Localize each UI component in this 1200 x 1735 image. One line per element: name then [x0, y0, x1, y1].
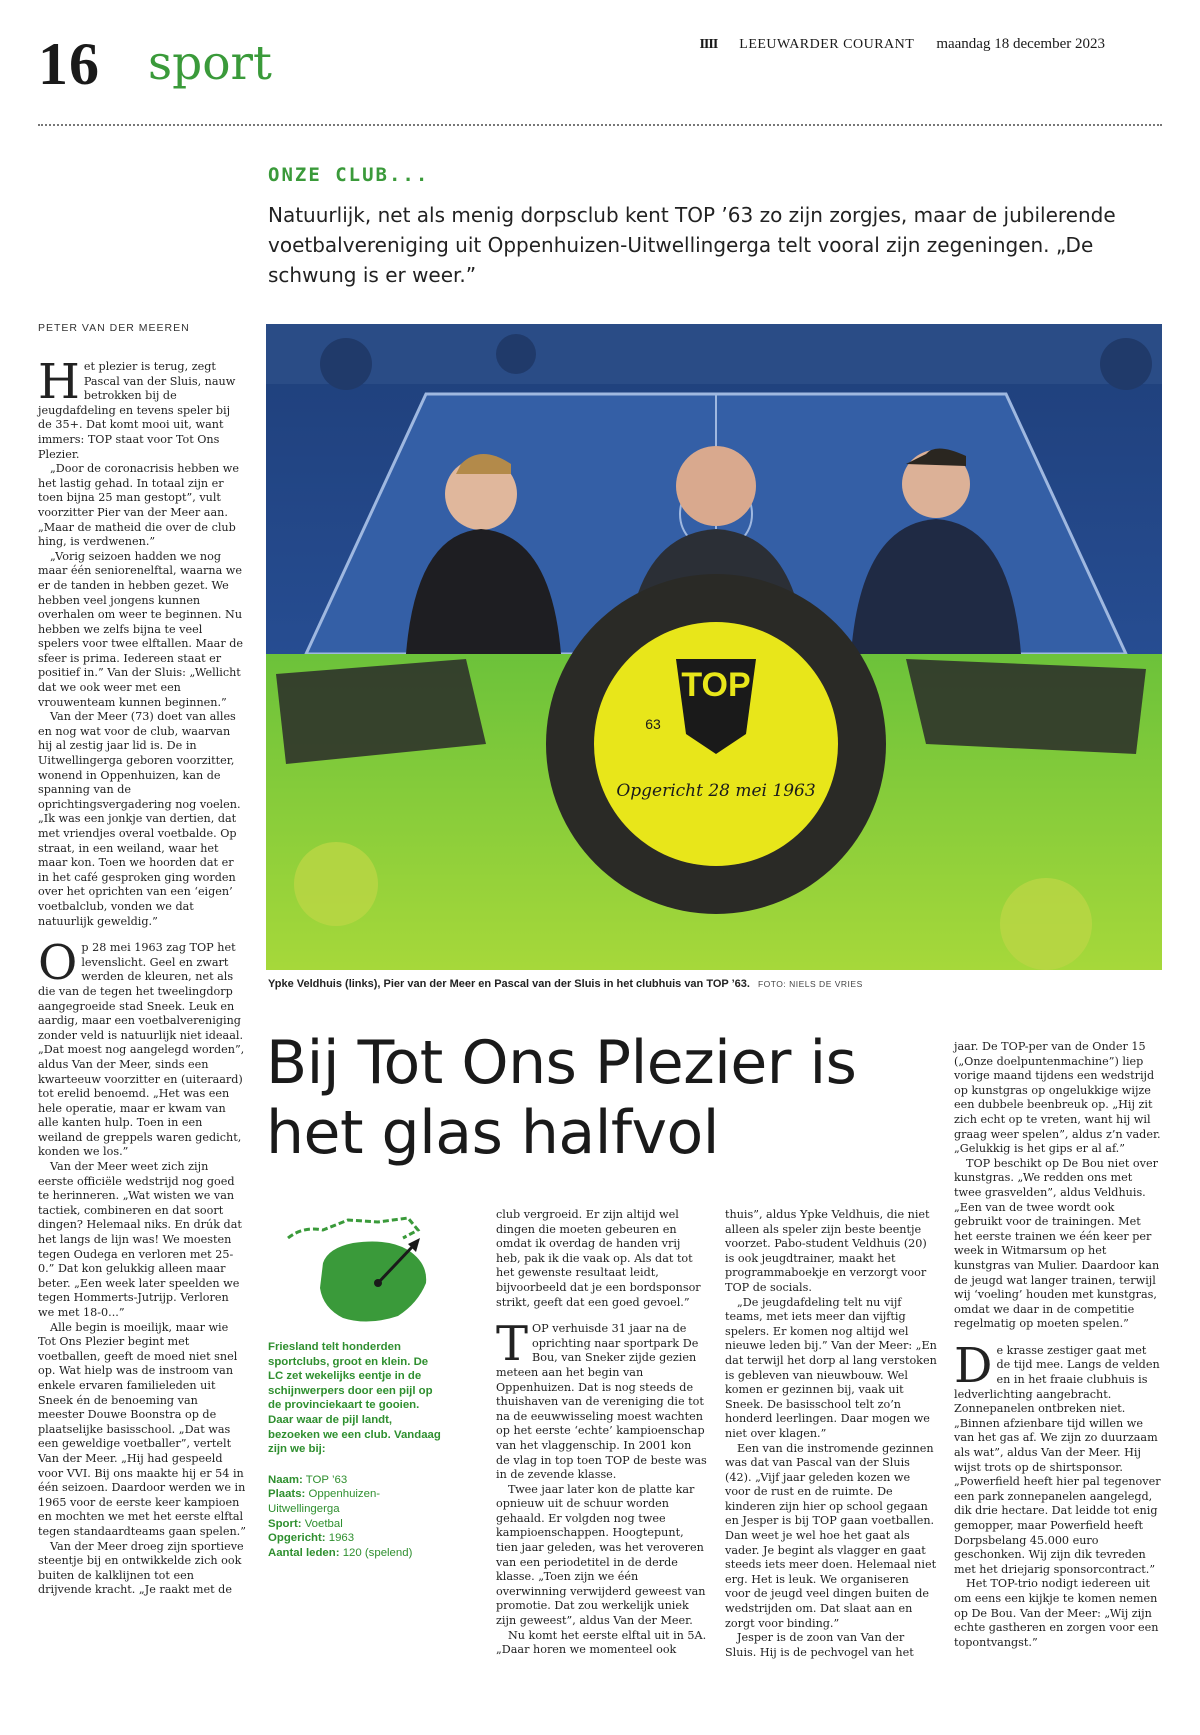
logo-text: TOP [681, 666, 751, 704]
paragraph: De krasse zestiger gaat met de tijd mee. Langs de velden en in het fraaie clubhuis is ledverlichting aangebracht. Zonnepanelen ontbreken niet. „Binnen afzienbare tijd willen we van het gas af. We zijn zo duurzaam als wat”, aldus Van der Meer. Hij wijst trots op de shirtsponsor. „Powerfield heeft hier pal tegenover een park zonnepanelen aangelegd, dik drie hectare. Dat leidde tot enig gemopper, maar Powerfield heeft Dorpsbelang 45.000 euro geschonken. Wij zijn dik tevreden met het driejarig sponsorcontract.” [954, 1337, 1161, 1576]
drop-cap: H [38, 354, 80, 410]
paragraph: Het TOP-trio nodigt iedereen uit om eens een kijkje te komen nemen op De Bou. Van der Meer: „Wij zijn echte gastheren en zorgen voor een topontvangst.” [954, 1577, 1159, 1649]
header-divider [38, 124, 1162, 126]
paragraph: Alle begin is moeilijk, maar wie Tot Ons Plezier begint met voetballen, geeft de moed niet snel op. Wat hielp was de instroom van enkele ervaren familieleden uit Sneek én de benoeming van meester Douwe Boonstra op de plaatselijke basisschool. „Dat was een geweldige voetballer”, vertelt Van der Meer. „Hij had gespeeld voor VVI. Bij ons maakte hij er 54 in één seizoen. Daardoor werden we in 1965 voor de eerste keer kampioen en mochten we met het eerste elftal tegen standaardteams gaan spelen.” [38, 1320, 246, 1538]
byline: PETER VAN DER MEEREN [38, 322, 190, 334]
map-illustration [268, 1208, 443, 1328]
paragraph: Van der Meer droeg zijn sportieve steentje bij en ontwikkelde zich ook buiten de kalklijnen tot een drijvende kracht. „Je raakt met de [38, 1539, 244, 1597]
drop-cap: D [954, 1337, 993, 1394]
section-title: sport [148, 36, 272, 91]
paragraph: Een van die instromende gezinnen was dat van Pascal van der Sluis (42). „Vijf jaar geleden kozen we voor de rust en de ruimte. De kinderen zijn hier op school gegaan en Jesper is bij TOP gaan voetballen. Dan weet je wel hoe het gaat als vader. Je begint als vlagger en gaat steeds iets meer doen. Helemaal niet erg. Het is leuk. We organiseren voor de jeugd veel dingen buiten de wedstrijden om. Dat slaat aan en zorgt voor binding.” [725, 1441, 937, 1630]
fact-row: Plaats: Oppenhuizen-Uitwellingerga [268, 1488, 381, 1515]
paragraph: Op 28 mei 1963 zag TOP het levenslicht. Geel en zwart werden de kleuren, net als die van de tegen het tweelingdorp aangegroeide stad Sneek. Leuk en aardig, maar een voetbalvereniging zonder veld is natuurlijk niet ideaal. „Dat moest nog aangelegd worden”, aldus Van der Meer, sinds een kwarteeuw voorzitter en (uiteraard) tot erelid benoemd. „Het was een hele operatie, maar er kwam van alle kanten hulp. Toen in een weiland de greppels waren gedicht, konden we los.” [38, 935, 245, 1159]
club-facts [268, 1473, 446, 1561]
article-column-4 [725, 1208, 937, 1660]
paragraph: „Vorig seizoen hadden we nog maar één seniorenelftal, waarna we er de tanden in hebben gezet. We hebben veel jongens kunnen overhalen om weer te beginnen. Nu hebben we zelfs bijna te veel spelers voor twee elftallen. Maar de sfeer is prima. Iedereen staat er positief in.” Van der Sluis: „Wellicht dat we ook weer met een vrouwenteam kunnen beginnen.” [38, 549, 244, 709]
drop-cap: T [496, 1316, 529, 1373]
photo-credit: FOTO: NIELS DE VRIES [757, 979, 863, 989]
fact-row: Naam: TOP ’63 [268, 1473, 348, 1486]
paragraph: Nu komt het eerste elftal uit in 5A. „Daar horen we momenteel ook [496, 1628, 707, 1657]
article-column-1 [38, 354, 246, 1598]
fact-row: Sport: Voetbal [268, 1517, 343, 1530]
drop-cap: O [38, 935, 78, 992]
logo-founded: Opgericht 28 mei 1963 [616, 781, 816, 801]
article-column-3 [496, 1208, 708, 1658]
newspaper-name: LEEUWARDER COURANT [739, 36, 915, 52]
paragraph: jaar. De TOP-per van de Onder 15 („Onze doelpuntenmachine”) liep vorige maand tijdens een wedstrijd op kunstgras op ongelukkige wijze een dubbele beenbreuk op. „Hij zit zich echt op te vreten, want hij wil graag weer spelen”, aldus z’n vader. „Gelukkig is het gips er al af.” [954, 1040, 1161, 1156]
club-photo [266, 324, 1162, 970]
article-intro: Natuurlijk, net als menig dorpsclub kent TOP ’63 zo zijn zorgjes, maar de jubilerende voetbalvereniging uit Oppenhuizen-Uitwellingerga telt vooral zijn zegeningen. „De schwung is er weer.” [268, 203, 1116, 287]
paragraph: thuis”, aldus Ypke Veldhuis, die niet alleen als speler zijn beste beentje voorzet. Pabo-student Veldhuis (20) is ook jeugdtrainer, maakt het programmaboekje en verzorgt voor TOP de socials. [725, 1208, 930, 1294]
masthead-bars: IIII [699, 36, 718, 52]
paragraph: Het plezier is terug, zegt Pascal van der Sluis, nauw betrokken bij de jeugdafdeling en tevens speler bij de 35+. Dat komt mooi uit, want immers: TOP staat voor Tot Ons Plezier. [38, 354, 236, 461]
article-column-5 [954, 1040, 1162, 1650]
issue-date: maandag 18 december 2023 [936, 36, 1105, 52]
paragraph: „Door de coronacrisis hebben we het lastig gehad. In totaal zijn er toen bijna 25 man gestopt”, vult voorzitter Pier van der Meer aan. „Maar de matheid die over de club hing, is verdwenen.” [38, 462, 239, 549]
masthead [699, 36, 1105, 53]
page-number: 16 [38, 31, 100, 97]
club-infobox [268, 1340, 446, 1560]
infobox-lead: Friesland telt honderden sportclubs, groot en klein. De LC zet wekelijks eentje in de schijnwerpers door een pijl op de provinciekaart te gooien. Daar waar de pijl landt, bezoeken we een club. Vandaag zijn we bij: [268, 1341, 441, 1456]
photo-illustration [266, 324, 1162, 970]
friesland-map [268, 1208, 443, 1328]
fact-row: Aantal leden: 120 (spelend) [268, 1546, 413, 1559]
paragraph: TOP beschikt op De Bou niet over kunstgras. „We redden ons met twee grasvelden”, aldus Veldhuis. „Een van de twee wordt ook gebruikt voor de trainingen. Met het eerste trainen we één keer per week in Witmarsum op het kunstgras van Mulier. Daardoor kan de jeugd wat langer trainen, terwijl wij ‘voeling’ houden met kunstgras, omdat we daar in de competitie regelmatig op moeten spelen.” [954, 1156, 1160, 1331]
paragraph: Van der Meer weet zich zijn eerste officiële wedstrijd nog goed te herinneren. „Wat wisten we van tactiek, combineren en dat soort dingen? Helemaal niks. En drúk dat het langs de lijn was! We moesten tegen Oudega en verloren met 25-0.” Dat kon gelukkig alleen maar beter. „Een week later speelden we tegen Hommerts-Jutrijp. Verloren we met 18-0...” [38, 1160, 242, 1319]
paragraph: „De jeugdafdeling telt nu vijf teams, met iets meer dan vijftig spelers. Er komen nog altijd wel nieuwe leden bij.” Van der Meer: „En dat terwijl het dorp al lang verstoken is gebleven van nieuwbouw. Wel komen er gezinnen bij, vaak uit Sneek. De basisschool telt zo’n honderd leerlingen. Daar mogen we niet over klagen.” [725, 1295, 937, 1440]
paragraph: TOP verhuisde 31 jaar na de oprichting naar sportpark De Bou, van Sneker zijde gezien meteen aan het begin van Oppenhuizen. Dat is nog steeds de thuishaven van de vereniging die tot na de eeuwwisseling moest wachten op het eerste ‘echte’ kampioenschap van het vlaggenschip. In 2001 kon de vlag in top toen TOP de beste was in de zevende klasse. [496, 1316, 707, 1482]
logo-number: 63 [645, 716, 661, 732]
article-headline: Bij Tot Ons Plezier is het glas halfvol [266, 1028, 857, 1168]
paragraph: Van der Meer (73) doet van alles en nog wat voor de club, waarvan hij al zestig jaar lid is. De in Uitwellingerga geboren voorzitter, wonend in Oppenhuizen, kan de spanning van de oprichtingsvergadering nog voelen. „Ik was een jonkje van dertien, dat met vriendjes overal voetbalde. Op straat, in een weiland, waar het maar kon. Toen we hoorden dat er in het café gesproken ging worden over het oprichten van een ‘eigen’ voetbalclub, vonden we dat natuurlijk geweldig.” [38, 710, 241, 928]
paragraph: club vergroeid. Er zijn altijd wel dingen die moeten gebeuren en omdat ik overdag de handen vrij heb, pak ik die vaak op. Als dat tot het gewenste resultaat leidt, bijvoorbeeld dat je een bordsponsor strikt, geeft dat een goed gevoel.” [496, 1208, 701, 1309]
photo-caption: Ypke Veldhuis (links), Pier van der Meer en Pascal van der Sluis in het clubhuis van TOP ’63. FOTO: NIELS DE VRIES [268, 978, 863, 990]
paragraph: Twee jaar later kon de platte kar opnieuw uit de schuur worden gehaald. Er volgden nog twee kampioenschappen. Hoogtepunt, tien jaar geleden, was het veroveren van een periodetitel in de derde klasse. „Toen zijn we één overwinning verwijderd geweest van promotie. Dat zou werkelijk uniek zijn geweest”, aldus Van der Meer. [496, 1482, 706, 1628]
series-kicker: ONZE CLUB... [268, 164, 430, 186]
paragraph: Jesper is de zoon van Van der Sluis. Hij is de pechvogel van het [725, 1631, 914, 1659]
fact-row: Opgericht: 1963 [268, 1532, 355, 1545]
